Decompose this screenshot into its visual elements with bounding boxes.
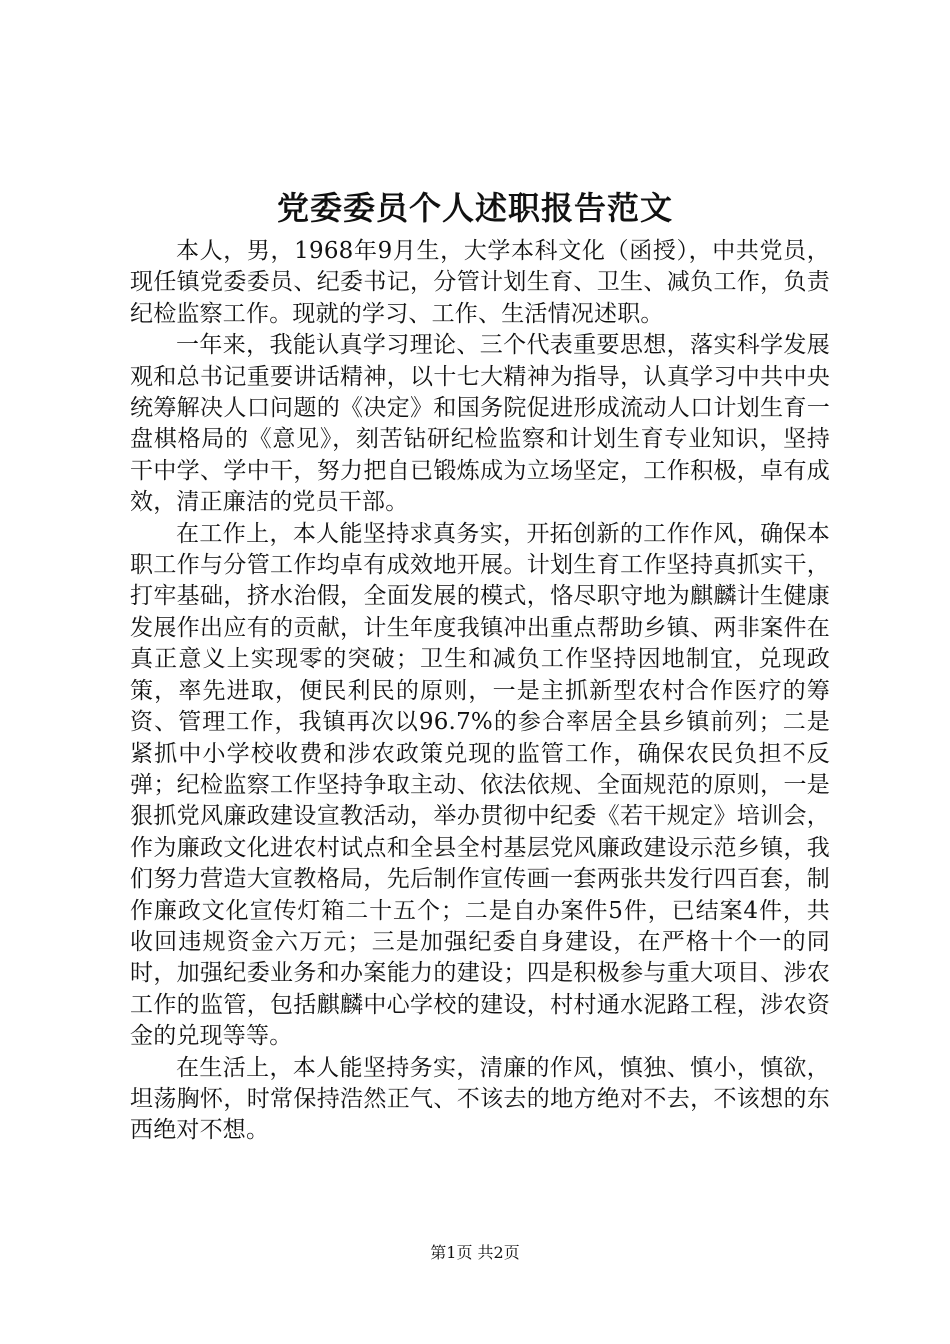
document-title: 党委委员个人述职报告范文: [276, 189, 673, 227]
page-footer: 第1页 共2页: [430, 1243, 520, 1262]
document-body: [130, 236, 830, 1147]
paragraph-work: 在工作上，本人能坚持求真务实，开拓创新的工作作风，确保本职工作与分管工作均卓有成效地开展。计划生育工作坚持真抓实干，打牢基础，挤水治假，全面发展的模式，恪尽职守地为麒麟计生健康发展作出应有的贡献，计生年度我镇冲出重点帮助乡镇、两非案件在真正意义上实现零的突破；卫生和减负工作坚持因地制宜，兑现政策，率先进取，便民利民的原则，一是主抓新型农村合作医疗的筹资、管理工作，我镇再次以96.7%的参合率居全县乡镇前列；二是紧抓中小学校收费和涉农政策兑现的监管工作，确保农民负担不反弹；纪检监察工作坚持争取主动、依法依规、全面规范的原则，一是狠抓党风廉政建设宣教活动，举办贯彻中纪委《若干规定》培训会，作为廉政文化进农村试点和全县全村基层党风廉政建设示范乡镇，我们努力营造大宣教格局，先后制作宣传画一套两张共发行四百套，制作廉政文化宣传灯箱二十五个；二是自办案件5件，已结案4件，共收回违规资金六万元；三是加强纪委自身建设，在严格十个一的同时，加强纪委业务和办案能力的建设；四是积极参与重大项目、涉农工作的监管，包括麒麟中心学校的建设，村村通水泥路工程，涉农资金的兑现等等。: [130, 520, 830, 1050]
paragraph-study: 一年来，我能认真学习理论、三个代表重要思想，落实科学发展观和总书记重要讲话精神，以十七大精神为指导，认真学习中共中央统筹解决人口问题的《决定》和国务院促进形成流动人口计划生育一盘棋格局的《意见》，刻苦钻研纪检监察和计划生育专业知识，坚持干中学、学中干，努力把自已锻炼成为立场坚定，工作积极，卓有成效，清正廉洁的党员干部。: [130, 332, 830, 516]
paragraph-life: 在生活上，本人能坚持务实，清廉的作风，慎独、慎小，慎欲，坦荡胸怀，时常保持浩然正气、不该去的地方绝对不去，不该想的东西绝对不想。: [130, 1054, 830, 1144]
paragraph-intro: 本人，男，1968年9月生，大学本科文化（函授），中共党员，现任镇党委委员、纪委书记，分管计划生育、卫生、减负工作，负责纪检监察工作。现就的学习、工作、生活情况述职。: [130, 238, 830, 327]
